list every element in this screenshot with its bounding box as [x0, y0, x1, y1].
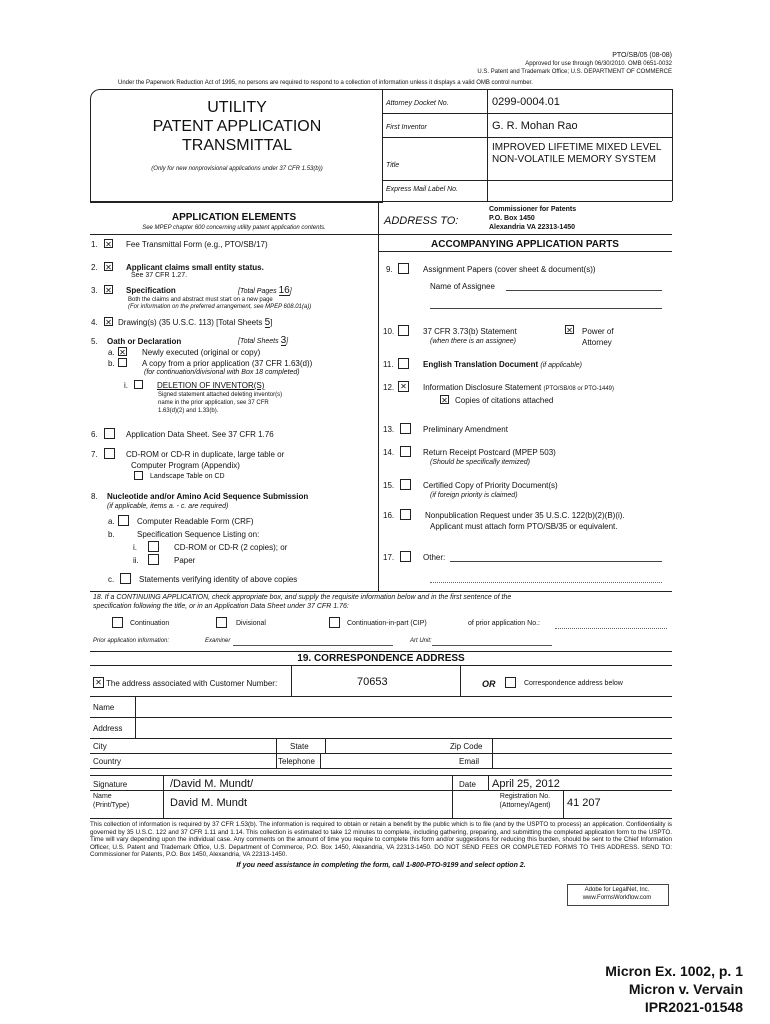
- date-label: Date: [459, 780, 476, 789]
- legalnet-line-1: Adobe for LegalNet, Inc.: [584, 887, 650, 893]
- item5c-note3: 1.63(d)(2) and 1.33(b).: [158, 408, 219, 414]
- item11-label: English Translation Document: [423, 360, 539, 369]
- poa-label-2: Attorney: [582, 338, 612, 347]
- express-mail-label: Express Mail Label No.: [386, 186, 458, 193]
- form-number: PTO/SB/05 (08-08): [612, 52, 672, 59]
- continuing-line-2: specification following the title, or in an Application Data Sheet under 37 CFR 1.76:: [93, 603, 349, 610]
- item7-label-b: Computer Program (Appendix): [131, 461, 240, 470]
- date-value[interactable]: April 25, 2012: [492, 778, 560, 790]
- address-label: Address: [93, 724, 123, 733]
- title-patent-application: PATENT APPLICATION: [152, 118, 322, 135]
- divisional-label: Divisional: [236, 620, 266, 627]
- poa-checkbox[interactable]: [565, 325, 574, 334]
- name-print-label-2: (Print/Type): [93, 802, 130, 809]
- customer-number-checkbox[interactable]: [93, 677, 104, 688]
- item3-pages-label: [Total Pages: [238, 288, 277, 295]
- item8c-checkbox[interactable]: [120, 573, 131, 584]
- registration-label-2: (Attorney/Agent): [499, 802, 551, 809]
- item7c-checkbox[interactable]: [134, 471, 143, 480]
- country-label: Country: [93, 757, 122, 766]
- item5-label: Oath or Declaration: [107, 337, 182, 346]
- item8b-paper-checkbox[interactable]: [148, 554, 159, 565]
- item3-checkbox[interactable]: [104, 285, 113, 294]
- item10-label: 37 CFR 3.73(b) Statement: [423, 327, 517, 336]
- title-value-2[interactable]: NON-VOLATILE MEMORY SYSTEM: [492, 154, 656, 165]
- inventor-value[interactable]: G. R. Mohan Rao: [492, 120, 578, 132]
- item15-checkbox[interactable]: [400, 479, 411, 490]
- or-label: OR: [482, 679, 496, 689]
- divisional-checkbox[interactable]: [216, 617, 227, 628]
- correspondence-below-checkbox[interactable]: [505, 677, 516, 688]
- item5b-label: A copy from a prior application (37 CFR 1.63(d)): [142, 359, 313, 368]
- item8a-label: Computer Readable Form (CRF): [137, 517, 254, 526]
- name-print-label-1: Name: [93, 793, 112, 800]
- item8-note: (if applicable, items a. - c. are required): [107, 503, 229, 510]
- item3-note1: Both the claims and abstract must start on a new page: [128, 297, 273, 303]
- item3-pages[interactable]: 16: [278, 285, 290, 296]
- item11-note: (if applicable): [540, 362, 582, 369]
- address-line-2: P.O. Box 1450: [489, 215, 535, 222]
- item1-label: Fee Transmittal Form (e.g., PTO/SB/17): [126, 240, 268, 249]
- item8b-cd-checkbox[interactable]: [148, 541, 159, 552]
- title-label: Title: [386, 162, 400, 169]
- citations-label: Copies of citations attached: [455, 396, 554, 405]
- item9-label: Assignment Papers (cover sheet & document(s)): [423, 265, 596, 274]
- item6-checkbox[interactable]: [104, 428, 115, 439]
- omb-approval: Approved for use through 06/30/2010. OMB 0651-0032: [525, 61, 672, 67]
- continuation-label: Continuation: [130, 620, 170, 627]
- item13-checkbox[interactable]: [400, 423, 411, 434]
- signature-label: Signature: [93, 780, 128, 789]
- address-line-1: Commissioner for Patents: [489, 206, 577, 213]
- signature-value[interactable]: /David M. Mundt/: [170, 778, 254, 790]
- docket-label: Attorney Docket No.: [386, 100, 449, 107]
- item14-label: Return Receipt Postcard (MPEP 503): [423, 448, 556, 457]
- item5c-note2: name in the prior application, see 37 CFR: [158, 400, 269, 406]
- item5a-label: Newly executed (original or copy): [142, 348, 261, 357]
- title-value-1[interactable]: IMPROVED LIFETIME MIXED LEVEL: [492, 142, 662, 153]
- item15-note: (if foreign priority is claimed): [430, 492, 518, 499]
- item9-checkbox[interactable]: [398, 263, 409, 274]
- item3-note2: (For information on the preferred arrangement, see MPEP 608.01(a)): [128, 304, 312, 310]
- item8-label: Nucleotide and/or Amino Acid Sequence Submission: [107, 492, 309, 501]
- item2-checkbox[interactable]: [104, 262, 113, 271]
- item10-checkbox[interactable]: [398, 325, 409, 336]
- item8b-paper-label: Paper: [174, 556, 196, 565]
- prior-app-label: of prior application No.:: [468, 620, 540, 627]
- item12-note: (PTO/SB/08 or PTO-1449): [543, 386, 614, 392]
- elements-heading: APPLICATION ELEMENTS: [171, 212, 297, 223]
- exhibit-line-1: Micron Ex. 1002, p. 1: [605, 963, 743, 979]
- paperwork-notice: Under the Paperwork Reduction Act of 1995, no persons are required to respond to a collection of information unless it displays a valid OMB control number.: [118, 80, 533, 86]
- title-transmittal: TRANSMITTAL: [182, 137, 292, 154]
- item4-checkbox[interactable]: [104, 317, 113, 326]
- item8b-cd-label: CD-ROM or CD-R (2 copies); or: [174, 543, 288, 552]
- correspondence-heading: 19. CORRESPONDENCE ADDRESS: [297, 653, 465, 664]
- accompanying-heading: ACCOMPANYING APPLICATION PARTS: [431, 239, 619, 250]
- correspondence-below-label: Correspondence address below: [524, 680, 623, 687]
- item7-checkbox[interactable]: [104, 448, 115, 459]
- item12-label: Information Disclosure Statement: [423, 383, 542, 392]
- item3-label: Specification: [126, 286, 176, 295]
- item14-checkbox[interactable]: [400, 446, 411, 457]
- item12-checkbox[interactable]: [398, 381, 409, 392]
- item5a-checkbox[interactable]: [118, 347, 127, 356]
- customer-number-value[interactable]: 70653: [357, 676, 388, 688]
- item16-checkbox[interactable]: [400, 509, 411, 520]
- name-label: Name: [93, 703, 115, 712]
- burden-statement: This collection of information is required by 37 CFR 1.53(b). The information is required to obtain or retain a benefit by the public which is to file (and by the USPTO to process) an application. Confidentiality is governed by 35 U.S.C. 122 and 37 CFR 1.11 and 1.14. This collection is estimated to take 12 minutes to complete, including gathering, preparing, and submitting the completed application form to the USPTO. Time will vary depending upon the individual case. Any comments on the amount of time you require to complete this form and/or suggestions for reducing this burden, should be sent to the Chief Information Officer, U.S. Patent and Trademark Office, U.S. Department of Commerce, P.O. Box 1450, Alexandria, VA 22313-1450. DO NOT SEND FEES OR COMPLETED FORMS TO THIS ADDRESS. SEND TO: Commissioner for Patents, P.O. Box 1450, Alexandria, VA 22313-1450.: [90, 821, 672, 858]
- assistance-line: If you need assistance in completing the form, call 1-800-PTO-9199 and select option 2.: [236, 862, 526, 869]
- registration-label-1: Registration No.: [499, 793, 551, 800]
- item5c-note1: Signed statement attached deleting inventor(s): [158, 392, 283, 398]
- item4-label: Drawing(s) (35 U.S.C. 113) [Total Sheets: [118, 318, 263, 327]
- item8b-label: Specification Sequence Listing on:: [137, 530, 260, 539]
- item5-sheets-label: [Total Sheets: [238, 338, 279, 345]
- art-unit-label: Art Unit:: [410, 638, 432, 644]
- item7-label-a: CD-ROM or CD-R in duplicate, large table or: [126, 450, 285, 459]
- item8c-label: Statements verifying identity of above copies: [139, 575, 298, 584]
- item5c-label: DELETION OF INVENTOR(S): [157, 381, 265, 390]
- title-note: (Only for new nonprovisional applications under 37 CFR 1.53(b)): [151, 166, 323, 172]
- item4-sheets[interactable]: 5: [264, 317, 271, 328]
- legalnet-line-2: www.FormsWorkflow.com: [582, 895, 652, 901]
- item15-label: Certified Copy of Priority Document(s): [423, 481, 558, 490]
- exhibit-line-2: Micron v. Vervain: [628, 981, 743, 997]
- inventor-label: First Inventor: [386, 124, 427, 131]
- state-label: State: [290, 742, 309, 751]
- exhibit-line-3: IPR2021-01548: [644, 999, 743, 1015]
- item14-note: (Should be specifically itemized): [430, 459, 530, 466]
- continuation-checkbox[interactable]: [112, 617, 123, 628]
- item7c-label: Landscape Table on CD: [150, 473, 225, 480]
- item16-note: Applicant must attach form PTO/SB/35 or equivalent.: [430, 522, 618, 531]
- item6-label: Application Data Sheet. See 37 CFR 1.76: [126, 430, 274, 439]
- elements-sub: See MPEP chapter 600 concerning utility patent application contents.: [142, 225, 326, 231]
- item17-checkbox[interactable]: [400, 551, 411, 562]
- item5b-note: (for continuation/divisional with Box 18 completed): [144, 369, 300, 376]
- address-to-label: ADDRESS TO:: [384, 215, 459, 227]
- address-line-3: Alexandria VA 22313-1450: [489, 224, 575, 231]
- cip-checkbox[interactable]: [329, 617, 340, 628]
- item13-label: Preliminary Amendment: [423, 425, 508, 434]
- item8a-checkbox[interactable]: [118, 515, 129, 526]
- item11-checkbox[interactable]: [398, 358, 409, 369]
- customer-number-label: The address associated with Customer Number:: [106, 679, 278, 688]
- city-label: City: [93, 742, 107, 751]
- email-label: Email: [459, 757, 480, 766]
- docket-value[interactable]: 0299-0004.01: [492, 96, 560, 108]
- item10-note: (when there is an assignee): [430, 338, 516, 345]
- citations-checkbox[interactable]: [440, 395, 449, 404]
- cip-label: Continuation-in-part (CIP): [347, 620, 427, 627]
- telephone-label: Telephone: [278, 757, 315, 766]
- item2-sub: See 37 CFR 1.27.: [131, 272, 188, 279]
- item16-label: Nonpublication Request under 35 U.S.C. 122(b)(2)(B)(i).: [425, 511, 625, 520]
- office-line: U.S. Patent and Trademark Office; U.S. DEPARTMENT OF COMMERCE: [477, 69, 672, 75]
- examiner-label: Examiner: [205, 638, 231, 644]
- name-print-value[interactable]: David M. Mundt: [170, 797, 248, 809]
- item1-checkbox[interactable]: [104, 239, 113, 248]
- prior-info-label: Prior application information:: [93, 638, 170, 644]
- poa-label-1: Power of: [582, 327, 614, 336]
- item2-label: Applicant claims small entity status.: [126, 263, 264, 272]
- item5b-checkbox[interactable]: [118, 358, 127, 367]
- assignee-label: Name of Assignee: [430, 282, 495, 291]
- registration-value[interactable]: 41 207: [567, 797, 601, 809]
- title-utility: UTILITY: [207, 99, 267, 116]
- item5c-checkbox[interactable]: [134, 380, 143, 389]
- zip-label: Zip Code: [450, 742, 483, 751]
- continuing-line-1: 18. If a CONTINUING APPLICATION, check appropriate box, and supply the requisite information below and in the first sentence of the: [93, 594, 512, 601]
- item17-label: Other:: [423, 553, 446, 562]
- item5-sheets[interactable]: 3: [280, 335, 287, 346]
